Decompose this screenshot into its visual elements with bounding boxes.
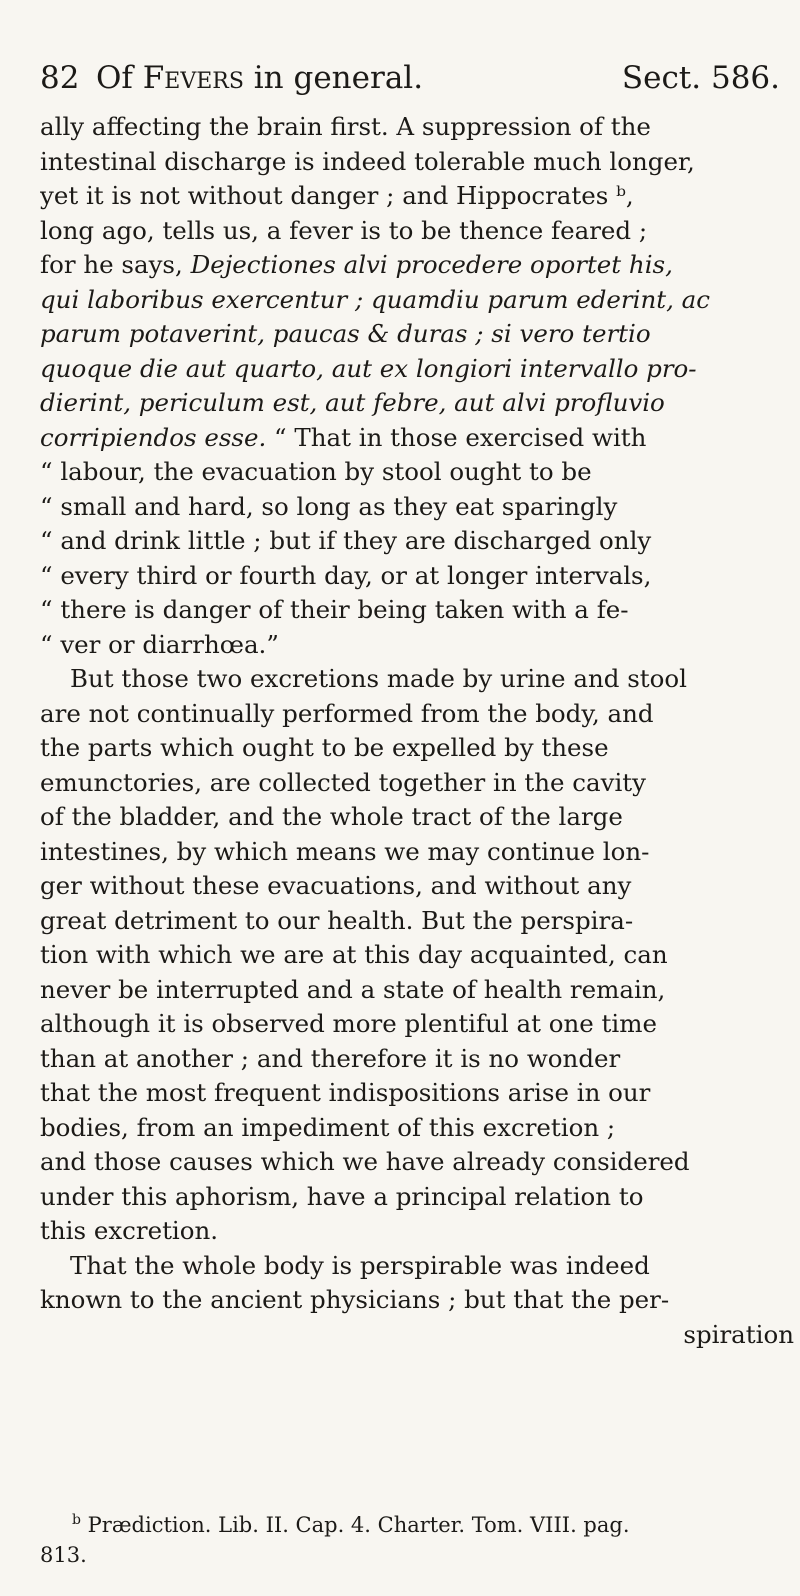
text-span: “ ver or diarrhœa.” [40, 629, 279, 659]
footnote-line: 813. [40, 1543, 87, 1567]
text-span: “ That in those exercised with [266, 422, 647, 452]
running-title [96, 58, 423, 98]
text-span: are not continually performed from the body, and [40, 698, 654, 728]
text-line [40, 1145, 800, 1180]
text-line [40, 628, 800, 663]
text-span: “ and drink little ; but if they are discharged only [40, 526, 652, 555]
text-line [40, 421, 800, 456]
text-line [40, 973, 800, 1008]
footnote [40, 1510, 800, 1570]
latin-quote: qui laboribus exercentur ; quamdiu parum ederint, ac [40, 284, 710, 314]
text-line [40, 386, 800, 421]
text-span: emunctories, are collected together in the cavity [40, 767, 646, 797]
text-line [40, 662, 800, 697]
text-line [40, 1180, 800, 1215]
text-line [40, 938, 800, 973]
text-span: “ labour, the evacuation by stool ought to be [40, 457, 592, 486]
text-span: that the most frequent indispositions arise in our [40, 1078, 651, 1107]
text-span: “ there is danger of their being taken with a fe- [40, 595, 629, 624]
latin-quote: Dejectiones alvi procedere oportet his, [190, 250, 673, 279]
text-span: long ago, tells us, a fever is to be thence feared ; [40, 215, 648, 245]
latin-quote: quoque die aut quarto, aut ex longiori intervallo pro- [40, 353, 697, 383]
text-line [40, 248, 800, 283]
footnote-line [72, 1510, 800, 1540]
text-line [40, 1076, 800, 1111]
text-line [40, 179, 800, 214]
latin-quote: corripiendos esse. [40, 422, 267, 452]
text-line [40, 317, 800, 352]
running-title-of: Of [96, 60, 143, 96]
text-line [40, 352, 800, 387]
running-title-fevers: Fevers [142, 60, 244, 96]
latin-quote: parum potaverint, paucas & duras ; si vero tertio [40, 319, 651, 348]
text-span: known to the ancient physicians ; but that the per- [40, 1285, 670, 1314]
text-line [40, 1283, 800, 1318]
text-line [40, 835, 800, 870]
text-span: the parts which ought to be expelled by these [40, 733, 609, 762]
text-span: yet it is not without danger ; and Hippocrates ᵇ, [40, 181, 634, 210]
text-line [40, 1249, 800, 1284]
latin-quote: dierint, periculum est, aut febre, aut alvi profluvio [40, 388, 665, 417]
text-span: “ small and hard, so long as they eat sparingly [40, 491, 618, 521]
text-span: never be interrupted and a state of health remain, [40, 974, 666, 1004]
text-span: tion with which we are at this day acquainted, can [40, 940, 668, 969]
text-line [40, 524, 800, 559]
text-span: But those two excretions made by urine and stool [70, 664, 687, 693]
text-span: great detriment to our health. But the perspira- [40, 905, 634, 935]
text-line [40, 731, 800, 766]
text-span: under this aphorism, have a principal relation to [40, 1181, 644, 1211]
text-span: ger without these evacuations, and without any [40, 871, 632, 900]
text-span: “ every third or fourth day, or at longer intervals, [40, 560, 652, 590]
text-line [40, 904, 800, 939]
text-line [40, 593, 800, 628]
text-span: although it is observed more plentiful at one time [40, 1009, 657, 1038]
text-line [40, 490, 800, 525]
text-line [40, 1042, 800, 1077]
page-number: 82 [40, 60, 80, 96]
text-span: and those causes which we have already considered [40, 1147, 690, 1176]
text-span: than at another ; and therefore it is no wonder [40, 1043, 621, 1073]
text-line [40, 766, 800, 801]
text-line [40, 800, 800, 835]
text-line [40, 110, 800, 145]
body-text [40, 110, 800, 1352]
text-span: of the bladder, and the whole tract of the large [40, 802, 623, 831]
text-line [40, 214, 800, 249]
text-line [40, 283, 800, 318]
text-line [40, 1214, 800, 1249]
text-span: That the whole body is perspirable was indeed [70, 1250, 650, 1280]
text-line [40, 1007, 800, 1042]
text-span: intestinal discharge is indeed tolerable much longer, [40, 146, 695, 176]
text-span: bodies, from an impediment of this excretion ; [40, 1112, 616, 1142]
footnote-text: Prædiction. Lib. II. Cap. 4. Charter. Tom. VIII. pag. [80, 1513, 630, 1537]
footnote-marker: b [72, 1512, 81, 1528]
text-line [40, 145, 800, 180]
text-line [40, 559, 800, 594]
text-line [40, 697, 800, 732]
text-span: this excretion. [40, 1216, 219, 1245]
section-number: Sect. 586. [621, 60, 780, 96]
text-span: for he says, [40, 250, 191, 279]
text-span: ally affecting the brain first. A suppression of the [40, 112, 651, 141]
running-title-rest: in general. [243, 60, 424, 96]
text-line [40, 455, 800, 490]
text-span: spiration [683, 1319, 794, 1349]
running-header [40, 58, 780, 98]
text-line [40, 1111, 800, 1146]
text-line [40, 869, 800, 904]
text-line [40, 1318, 800, 1353]
text-span: intestines, by which means we may continue lon- [40, 836, 650, 866]
